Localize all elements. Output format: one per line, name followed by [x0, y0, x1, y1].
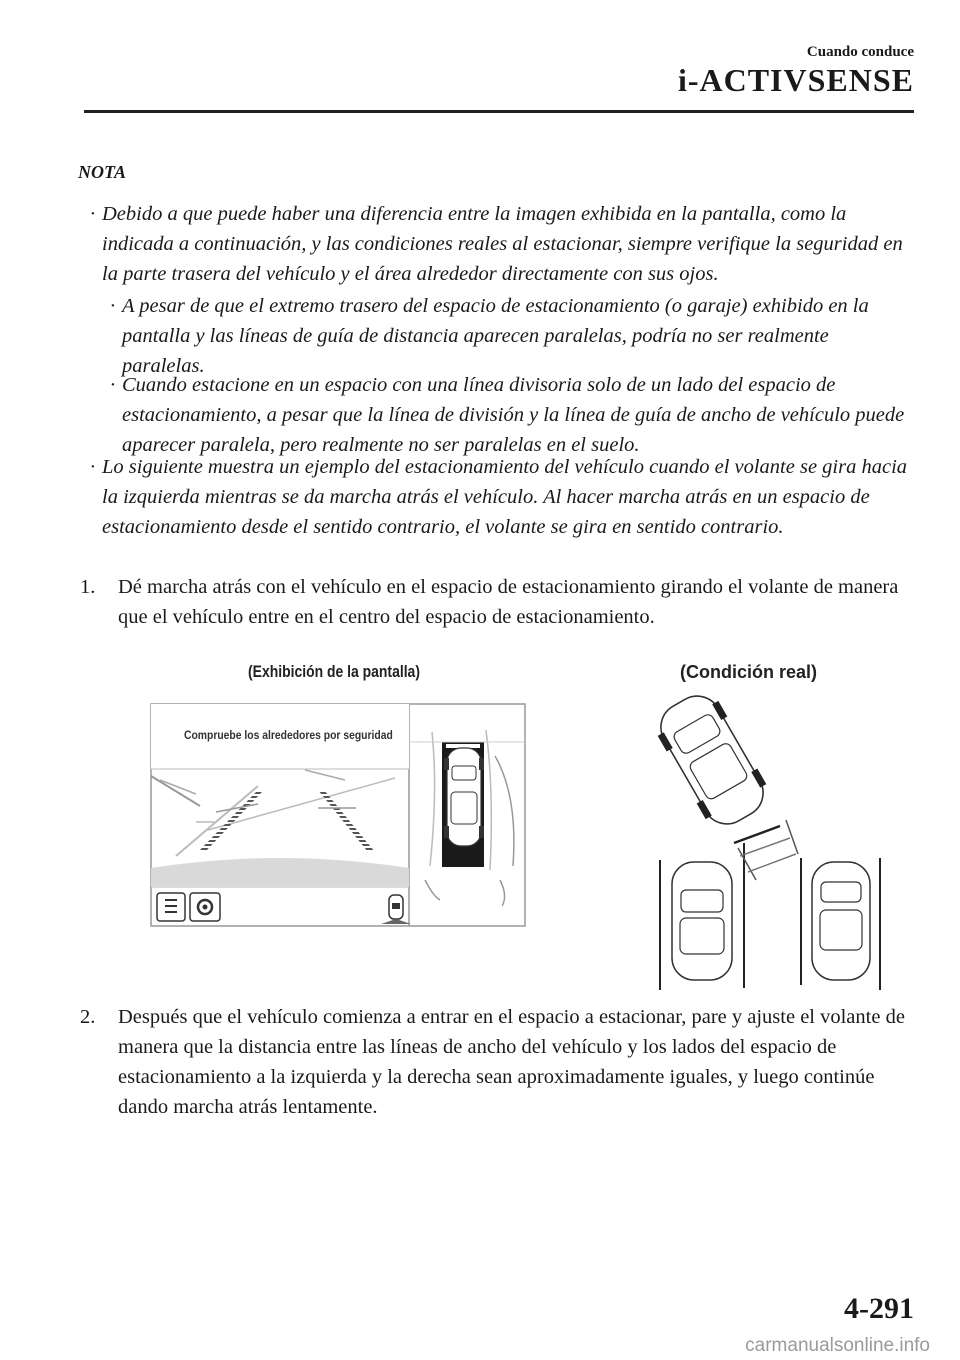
step-text: Dé marcha atrás con el vehículo en el espacio de estacionamiento girando el volante de manera que el vehículo entre en el centro del espacio de estacionamiento. — [118, 576, 899, 628]
step-number: 1. — [80, 576, 96, 598]
note-bullet-text: Lo siguiente muestra un ejemplo del estacionamiento del vehículo cuando el volante se gira hacia la izquierda mientras se da marcha atrás el vehículo. Al hacer marcha atrás en un espacio de estacionamiento desde el sentido contrario, el volante se gira en sentido contrario. — [102, 456, 908, 538]
parked-car-right — [812, 862, 870, 980]
section-heading: Cuando conduce — [806, 44, 914, 60]
note-bullet-text: Debido a que puede haber una diferencia entre la imagen exhibida en la pantalla, como la indicada a continuación, y las condiciones reales al estacionar, siempre verifique la seguridad en la parte trasera del vehículo y el área alrededor directamente con sus ojos. — [102, 203, 903, 285]
figure-label-screen: (Exhibición de la pantalla) — [248, 662, 420, 681]
chapter-title: i-ACTIVSENSE — [677, 62, 914, 98]
reversing-car — [649, 685, 776, 834]
bullet-dot: · — [90, 456, 96, 478]
step-2 — [80, 1002, 918, 1122]
step-number: 2. — [80, 1006, 96, 1028]
watermark: carmanualsonline.info — [745, 1335, 930, 1356]
note-bullet-text: A pesar de que el extremo trasero del espacio de estacionamiento (o garaje) exhibido en la pantalla y las líneas de guía de distancia aparecen paralelas, podría no ser realmente paralelas. — [122, 295, 869, 377]
bullet-dot: · — [110, 295, 116, 317]
note-bullet-text: Cuando estacione en un espacio con una línea divisoria solo de un lado del espacio de estacionamiento, a pesar que la línea de división y la línea de guía de ancho de vehículo puede aparecer paralela, pero realmente no ser paralelas en el suelo. — [122, 374, 905, 456]
page-number: 4-291 — [844, 1292, 914, 1325]
bullet-dot: · — [110, 374, 116, 396]
real-condition-illustration — [649, 685, 880, 990]
parked-car-left — [672, 862, 732, 980]
bullet-dot: · — [90, 203, 96, 225]
step-text: Después que el vehículo comienza a entrar en el espacio a estacionar, pare y ajuste el volante de manera que la distancia entre las líneas de ancho del vehículo y los lados del espacio de estacionamiento a la izquierda y la derecha sean aproximadamente iguales, y luego continúe dando marcha atrás lentamente. — [118, 1006, 905, 1118]
figure-label-real: (Condición real) — [680, 662, 818, 682]
screen-message: Compruebe los alrededores por seguridad — [184, 730, 393, 742]
note-heading: NOTA — [78, 162, 127, 182]
